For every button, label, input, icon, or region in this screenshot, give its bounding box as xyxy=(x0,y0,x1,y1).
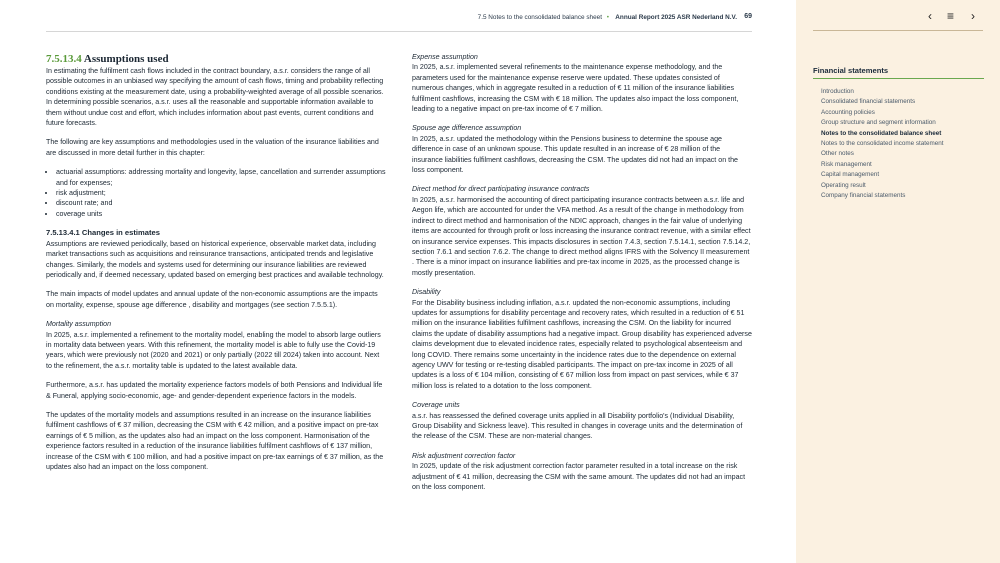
toc-item-risk-management[interactable]: Risk management xyxy=(821,160,872,168)
sidebar-divider xyxy=(813,30,983,31)
toc-item-capital-management[interactable]: Capital management xyxy=(821,171,880,179)
risk-adjustment-title: Risk adjustment correction factor xyxy=(412,451,516,460)
paragraph-main-impacts: The main impacts of model updates and annual update of the non-economic assumptions are the impacts on mortality, expense, spouse age difference , disability and mortgages (see section 7.5.5.1). xyxy=(46,290,378,309)
paragraph-expense: In 2025, a.s.r. implemented several refinements to the maintenance expense methodology, and the parameters used for the maintenance expense reserve were updated. These updates consisted of numerous changes, which in aggregate resulted in a reduction of € 11 million of the insurance liabilities fulfilment cashflows, increasing the CSM with € 18 million. The updates also impact the loss component, leading to a negative impact on pre-tax income of € 7 million. xyxy=(412,63,739,114)
page-number: 69 xyxy=(744,13,752,20)
paragraph-intro: In estimating the fulfilment cash flows included in the contract boundary, a.s.r. considers the range of all possible outcomes in an unbiased way specifying the amount of cash flows, timing and probability reflecting conditions existing at the measurement date, using a probability-weighted average of all possible scenarios. In determining possible scenarios, a.s.r. uses all the reasonable and supportable information available to them without undue cost and effort, which includes information about past events, current conditions and future forecasts. xyxy=(46,67,384,128)
paragraph-changes: Assumptions are reviewed periodically, based on historical experience, observable market data, including market transactions such as acquisitions and reinsurance transactions, anticipated trends and legislative changes. Similarly, the models and systems used for determining our insurance liabilities are reviewed periodically and, if deemed necessary, updated based on emerging best practices and available technology. xyxy=(46,239,384,279)
header-section: 7.5 Notes to the consolidated balance sheet xyxy=(477,14,602,21)
header-separator: • xyxy=(606,14,609,21)
chevron-right-icon[interactable]: › xyxy=(971,9,975,23)
paragraph-disability: For the Disability business including inflation, a.s.r. updated the non-economic assumptions, including updates for assumptions for disability percentage and recovery rates, which resulted in a reduction of € 51 million on the insurance liabilities fulfilment cashflows, increasing the CSM. On the liability for incurred claims the update of disability assumptions had a negative impact. Group disability has experienced adverse claims development due to elevated incidence rates, especially related to psychological absenteeism and long COVID. There remains some uncertainty in the incidence rates due to the dependence on external agency UWV for testing or re-testing disabled participants. The impact on pre-tax income in 2025 of all updates is a loss of € 104 million, consisting of € 67 million loss from impact on past services, while € 37 million loss is related to a dotation to the loss component. xyxy=(412,298,752,390)
toc-item-consolidated-financial-statements[interactable]: Consolidated financial statements xyxy=(821,98,916,106)
header-divider xyxy=(46,31,752,32)
paragraph-key-assumptions: The following are key assumptions and methodologies used in the valuation of the insurance liabilities and are discussed in more detail further in this chapter: xyxy=(46,138,379,157)
right-column xyxy=(412,52,752,501)
left-column xyxy=(46,52,386,481)
section-heading xyxy=(46,52,386,66)
chevron-left-icon[interactable]: ‹ xyxy=(928,9,932,23)
paragraph-spouse: In 2025, a.s.r. updated the methodology within the Pensions business to determine the spouse age difference in case of an unknown spouse. This update resulted in an increase of € 28 million of the insurance liabilities fulfilment cashflows, decreasing the CSM. The updates did not had an impact on the loss component. xyxy=(412,134,738,175)
paragraph-risk-adjustment: In 2025, update of the risk adjustment correction factor parameter resulted in a total increase on the risk adjustment of € 41 million, decreasing the CSM with the same amount. The updates did not had an impact on the loss component. xyxy=(412,462,746,492)
paragraph-mortality-impact: The updates of the mortality models and assumptions resulted in an increase on the insurance liabilities fulfilment cashflows of € 37 million, decreasing the CSM with € 42 million, and a positive impact on pre-tax earnings of € 5 million, as the updates also had an impact on the loss component. Harmonisation of the experience factors resulted in a reduction of the insurance liabilities fulfilment cashflows of € 137 million, increase of the CSM with € 100 million, and had a positive impact on pre-tax earnings of € 37 million, as the updates also had an impact on the loss component. xyxy=(46,410,384,471)
list-item: • risk adjustment; xyxy=(56,188,386,198)
toc-item-operating-result[interactable]: Operating result xyxy=(821,181,866,189)
page-header xyxy=(46,13,752,29)
heading-number: 7.5.13.4 xyxy=(46,53,82,65)
heading-title: Assumptions used xyxy=(83,53,169,65)
toc-item-introduction[interactable]: Introduction xyxy=(821,88,854,95)
toc-item-notes-balance-sheet[interactable]: Notes to the consolidated balance sheet xyxy=(821,129,942,137)
toc-list xyxy=(821,87,981,201)
toc-item-notes-income-statement[interactable]: Notes to the consolidated income statement xyxy=(821,140,944,148)
paragraph-experience-factors: Furthermore, a.s.r. has updated the mortality experience factors models of both Pensions and Individual life & Funeral, applying socio-economic, age- and gender-dependent experience factors in the models. xyxy=(46,381,383,400)
toc-item-accounting-policies[interactable]: Accounting policies xyxy=(821,108,875,116)
spouse-title: Spouse age difference assumption xyxy=(412,124,522,133)
direct-method-title: Direct method for direct participating insurance contracts xyxy=(412,185,590,194)
toc-title[interactable]: Financial statements xyxy=(813,66,984,79)
menu-icon[interactable]: ≡ xyxy=(947,9,955,23)
page-navigation xyxy=(926,10,980,24)
list-item: • discount rate; and xyxy=(56,198,386,208)
header-report-title: Annual Report 2025 ASR Nederland N.V. xyxy=(615,14,737,21)
list-item: • coverage units xyxy=(56,209,386,219)
expense-title: Expense assumption xyxy=(412,53,478,61)
toc-item-other-notes[interactable]: Other notes xyxy=(821,150,854,158)
toc-item-group-structure[interactable]: Group structure and segment information xyxy=(821,119,936,127)
toc-item-company-financial-statements[interactable]: Company financial statements xyxy=(821,192,906,200)
mortality-title: Mortality assumption xyxy=(46,320,112,329)
assumption-list xyxy=(46,167,386,219)
coverage-title: Coverage units xyxy=(412,401,460,410)
disability-title: Disability xyxy=(412,288,441,297)
sidebar-panel xyxy=(796,0,1000,563)
paragraph-direct-method: In 2025, a.s.r. harmonised the accounting of direct participating insurance contracts between a.s.r. life and Aegon life, which are accounted for under the VFA method. As a result of the change in methodology from indirect to direct method and harmonisation of the NDIC approach, changes in the fair value of underlying items are accounted for through profit or loss increasing the insurance contract revenue, with a similar effect on insurance service expenses. This impacts disclosures in section 7.4.3, section 7.5.14.1, section 7.5.14.2, section 7.6.1 and section 7.6.2. The change to direct method aligns IFRS with the Solvency II measurement . There is a minor impact on insurance liabilities and pre-tax income in 2025, as the processed change is mostly presentation. xyxy=(412,195,751,277)
paragraph-coverage: a.s.r. has reassessed the defined coverage units applied in all Disability portfolio's (Individual Disability, Group Disability and Sickness leave). This resulted in changes in coverage units and the determination of the release of the CSM. These are non-material changes. xyxy=(412,411,743,441)
paragraph-mortality: In 2025, a.s.r. implemented a refinement to the mortality model, enabling the model to absorb large outliers in mortality data between years. With this refinement, the mortality model is able to fully use the Covid-19 years, which were previously not (2020 and 2021) or only partially (2022 till 2024) taken into account. Next to the refinement, the a.s.r. mortality table is updated to the latest available data. xyxy=(46,330,381,370)
list-item: • actuarial assumptions: addressing mortality and longevity, lapse, cancellation and surrender assumptions and for expenses; xyxy=(56,167,386,188)
subsection-heading: 7.5.13.4.1 Changes in estimates xyxy=(46,228,160,238)
